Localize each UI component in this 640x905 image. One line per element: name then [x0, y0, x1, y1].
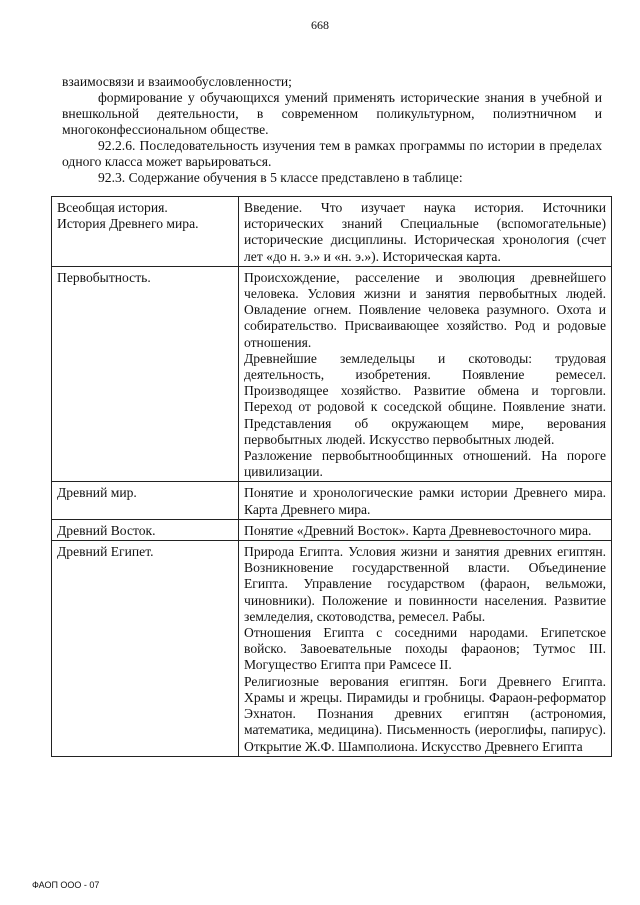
- footer-code: ФАОП ООО - 07: [32, 880, 100, 890]
- topic-line: Древний Египет.: [57, 544, 154, 560]
- description-cell: [239, 197, 612, 267]
- table-caption: 92.3. Содержание обучения в 5 классе представлено в таблице:: [98, 170, 463, 185]
- description-cell: [239, 482, 612, 519]
- topic-line: История Древнего мира.: [57, 216, 199, 232]
- topic-cell: [52, 266, 239, 482]
- table-row: [52, 266, 612, 482]
- topic-cell: [52, 541, 239, 757]
- description-paragraph: Религиозные верования египтян. Боги Древнего Египта. Храмы и жрецы. Пирамиды и гробницы. Фараон-реформатор Эхнатон. Познания древних египтян (астрономия, математика, медицина). Письменность (иероглифы, папирус). Открытие Ж.Ф. Шамполиона. Искусство Древнего Египта: [244, 673, 606, 754]
- description-paragraph: Понятие «Древний Восток». Карта Древневосточного мира.: [244, 522, 592, 538]
- topic-line: Древний мир.: [57, 485, 137, 501]
- intro-paragraph: формирование у обучающихся умений применять исторические знания в учебной и внешкольной деятельности, в современном поликультурном, полиэтничном и многоконфессиональном обществе.: [62, 90, 602, 137]
- description-cell: [239, 266, 612, 482]
- table-row: [52, 519, 612, 540]
- topic-cell: [52, 197, 239, 267]
- description-paragraph: Природа Египта. Условия жизни и занятия древних египтян. Возникновение государственной власти. Объединение Египта. Управление государством (фараон, вельможи, чиновники). Положение и повинности населения. Развитие земледелия, скотоводства, ремесел. Рабы.: [244, 544, 606, 624]
- description-paragraph: Отношения Египта с соседними народами. Египетское войско. Завоевательные походы фараонов; Тутмос III. Могущество Египта при Рамсесе II.: [244, 625, 606, 673]
- topic-line: Первобытность.: [57, 269, 151, 285]
- description-paragraph: Происхождение, расселение и эволюция древнейшего человека. Условия жизни и занятия первобытных людей. Овладение огнем. Появление человека разумного. Охота и собирательство. Присваивающее хозяйство. Род и родовые отношения.: [244, 269, 606, 350]
- topic-line: Древний Восток.: [57, 522, 156, 538]
- description-paragraph: Древнейшие земледельцы и скотоводы: трудовая деятельность, изобретения. Появление ремесел. Производящее хозяйство. Развитие обмена и торговли. Переход от родовой к соседской общине. Появление знати. Представления об окружающем мире, верования первобытных людей. Искусство первобытных людей.: [244, 350, 606, 447]
- description-paragraph: Разложение первобытнообщинных отношений. На пороге цивилизации.: [244, 448, 606, 480]
- description-paragraph: Введение. Что изучает наука история. Источники исторических знаний Специальные (вспомогательные) исторические дисциплины. Историческая хронология (счет лет «до н. э.» и «н. э.»). Историческая карта.: [244, 200, 606, 264]
- intro-paragraph: 92.2.6. Последовательность изучения тем в рамках программы по истории в пределах одного класса может варьироваться.: [62, 138, 602, 169]
- intro-paragraph: взаимосвязи и взаимообусловленности;: [62, 74, 292, 89]
- page-number: 668: [311, 18, 329, 32]
- table-row: [52, 197, 612, 267]
- description-cell: [239, 519, 612, 540]
- topic-cell: [52, 519, 239, 540]
- topic-line: Всеобщая история.: [57, 200, 168, 215]
- description-cell: [239, 541, 612, 757]
- table-row: [52, 541, 612, 757]
- topic-cell: [52, 482, 239, 519]
- content-table: [51, 196, 612, 757]
- table-row: [52, 482, 612, 519]
- intro-text: [62, 74, 602, 186]
- description-paragraph: Понятие и хронологические рамки истории Древнего мира. Карта Древнего мира.: [244, 485, 606, 517]
